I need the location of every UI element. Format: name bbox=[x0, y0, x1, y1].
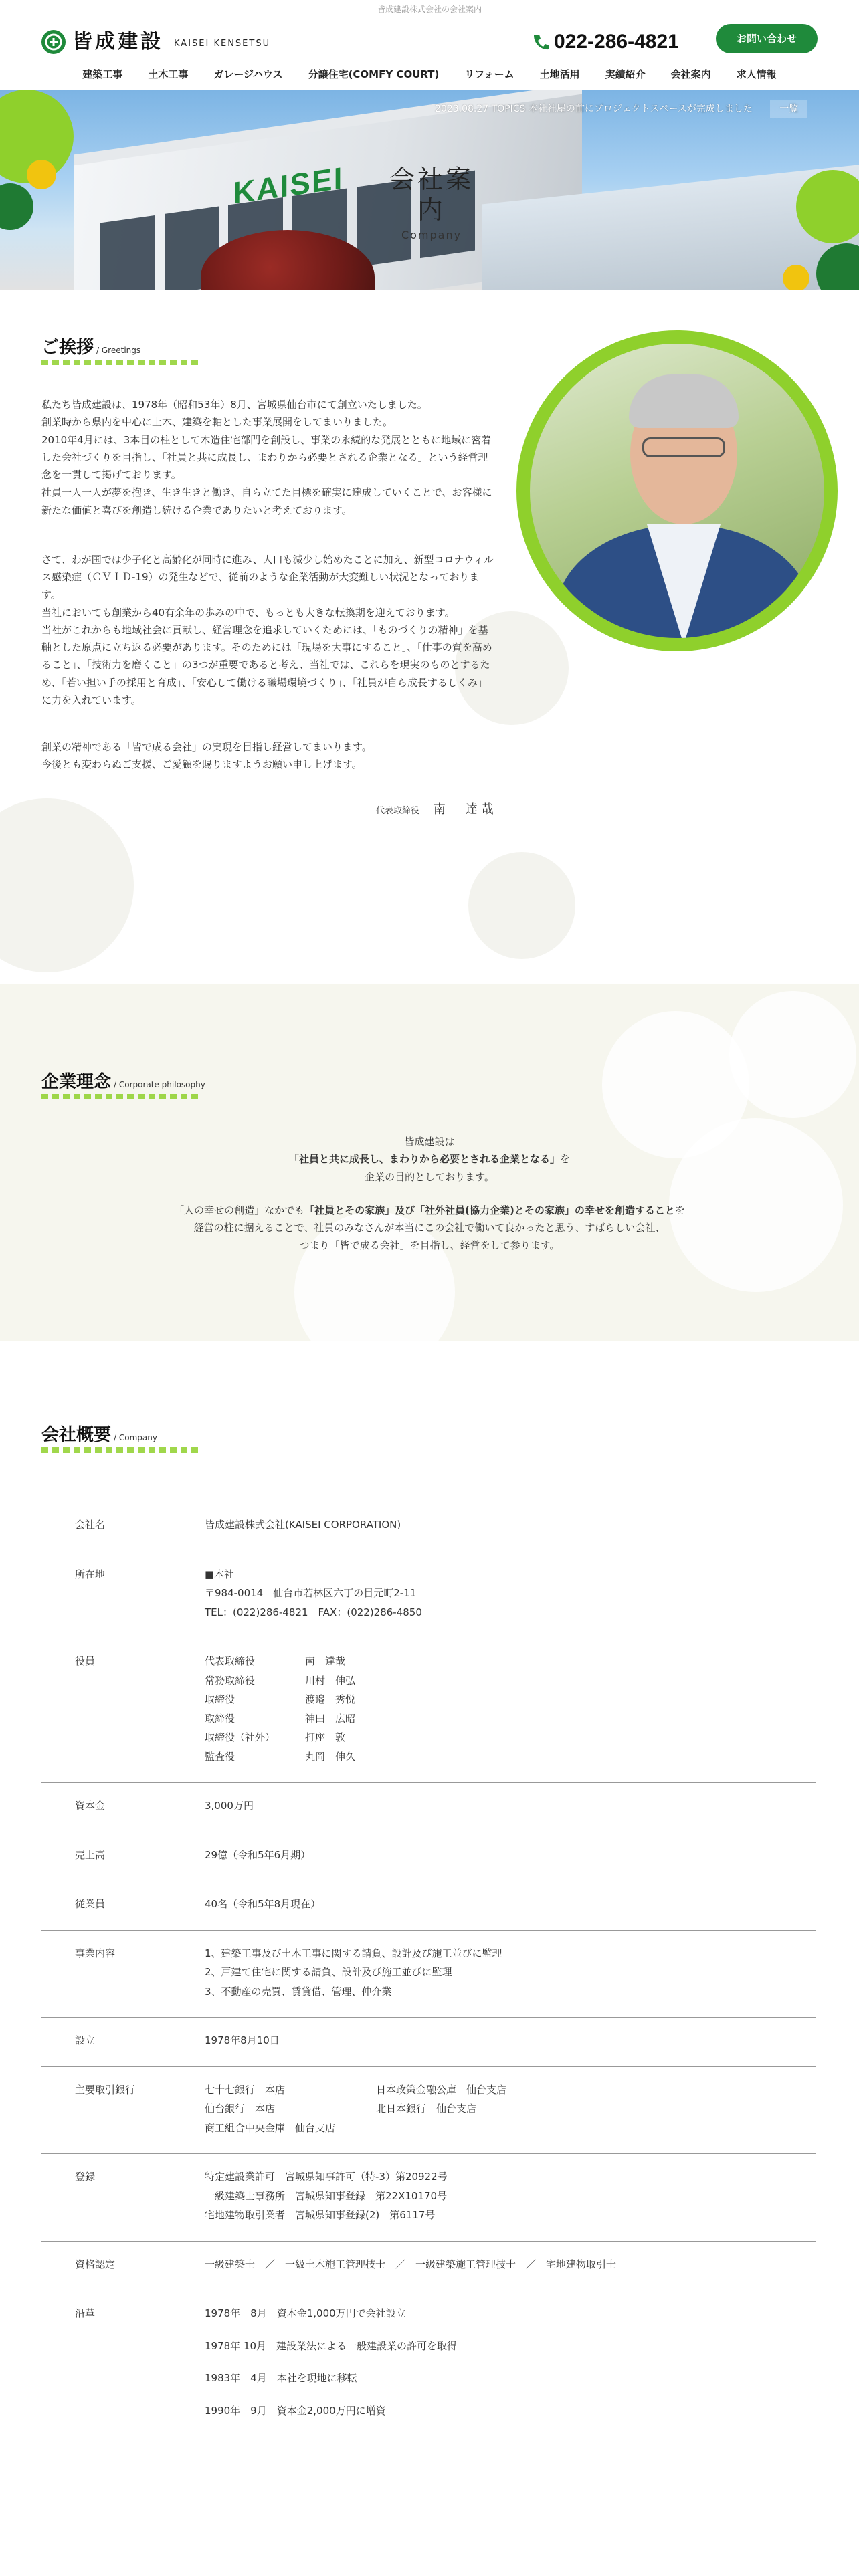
philosophy-mission-3: つまり「皆で成る会社」を目指し、経営をして参ります。 bbox=[299, 1239, 560, 1252]
decor-gear-icon bbox=[0, 798, 134, 972]
table-row bbox=[41, 1832, 816, 1882]
news-more-link[interactable]: 一覧 bbox=[770, 100, 807, 118]
signature-role: 代表取締役 bbox=[376, 806, 420, 816]
row-label: 設立 bbox=[75, 2034, 96, 2046]
registration-item: 特定建設業許可 宮城県知事許可（特-3）第20922号 bbox=[205, 2171, 448, 2183]
officer-name: 南 達哉 bbox=[305, 1655, 346, 1667]
bank-item: 商工組合中央金庫 仙台支店 bbox=[205, 2121, 336, 2134]
phone-number[interactable] bbox=[533, 23, 679, 61]
nav-item-works[interactable]: 実績紹介 bbox=[605, 68, 646, 80]
row-value: 3,000万円 bbox=[205, 1800, 254, 1812]
row-label: 会社名 bbox=[75, 1519, 106, 1531]
table-row bbox=[41, 2067, 816, 2155]
company-heading bbox=[41, 1419, 157, 1452]
nav-item-garage-house[interactable]: ガレージハウス bbox=[213, 68, 283, 80]
row-value: 40名（令和5年8月現在） bbox=[205, 1898, 321, 1910]
officer-role: 取締役（社外） bbox=[205, 1731, 276, 1743]
logo-mark-icon bbox=[41, 30, 66, 54]
top-tagline: 皆成建設株式会社の会社案内 bbox=[377, 5, 482, 14]
table-row bbox=[41, 2242, 816, 2291]
company-info-table bbox=[41, 1502, 816, 2436]
hero-banner bbox=[0, 90, 859, 290]
greetings-text bbox=[41, 396, 496, 803]
row-value: 29億（令和5年6月期） bbox=[205, 1848, 311, 1861]
history-item: 1978年 8月 資本金1,000万円で会社設立 bbox=[205, 2307, 406, 2319]
greetings-heading bbox=[41, 332, 140, 364]
row-label: 沿革 bbox=[75, 2307, 96, 2319]
greetings-heading-jp: ご挨拶 bbox=[41, 338, 94, 358]
company-heading-jp: 会社概要 bbox=[41, 1425, 112, 1445]
company-heading-en: / Company bbox=[114, 1433, 157, 1442]
table-row bbox=[41, 1638, 816, 1783]
greetings-section bbox=[0, 290, 859, 984]
business-item: 1、建築工事及び土木工事に関する請負、設計及び施工並びに監理 bbox=[205, 1947, 502, 1959]
history-item: 1990年 9月 資本金2,000万円に増資 bbox=[205, 2404, 386, 2417]
president-portrait bbox=[516, 330, 838, 651]
greetings-signature bbox=[376, 798, 498, 821]
address-head: ■本社 bbox=[205, 1568, 235, 1580]
table-row bbox=[41, 2290, 816, 2436]
gear-icon bbox=[783, 265, 809, 290]
page-title bbox=[378, 165, 485, 246]
officer-name: 川村 伸弘 bbox=[305, 1674, 356, 1687]
phone-number-text: 022-286-4821 bbox=[554, 31, 679, 53]
table-row bbox=[41, 2154, 816, 2242]
history-item: 1978年 10月 建設業法による一般建設業の許可を取得 bbox=[205, 2339, 458, 2352]
table-row bbox=[41, 1881, 816, 1931]
philosophy-mission-c: を bbox=[674, 1204, 685, 1216]
row-label: 売上高 bbox=[75, 1848, 106, 1861]
table-row bbox=[41, 1931, 816, 2018]
table-row bbox=[41, 1783, 816, 1832]
registration-item: 宅地建物取引業者 宮城県知事登録(2) 第6117号 bbox=[205, 2209, 436, 2221]
nav-item-comfy-court[interactable]: 分譲住宅(COMFY COURT) bbox=[308, 68, 440, 80]
gear-icon bbox=[0, 183, 33, 230]
heading-underline bbox=[41, 1447, 202, 1453]
philosophy-line-1: 皆成建設は bbox=[404, 1136, 455, 1148]
gear-icon bbox=[27, 160, 56, 189]
officer-role: 取締役 bbox=[205, 1712, 235, 1725]
bank-item: 日本政策金融公庫 仙台支店 bbox=[376, 2083, 507, 2096]
row-label: 従業員 bbox=[75, 1898, 106, 1910]
logo-text: 皆成建設 bbox=[72, 30, 163, 53]
officer-name: 打座 敦 bbox=[305, 1731, 346, 1743]
site-header bbox=[0, 19, 859, 59]
page-title-jp: 会社案内 bbox=[389, 165, 474, 225]
bank-item: 北日本銀行 仙台支店 bbox=[376, 2103, 477, 2115]
heading-underline bbox=[41, 1094, 202, 1099]
row-label: 事業内容 bbox=[75, 1947, 116, 1959]
registration-item: 一級建築士事務所 宮城県知事登録 第22X10170号 bbox=[205, 2189, 448, 2202]
decor-tree-icon bbox=[729, 991, 856, 1118]
philosophy-line-2: 「社員と共に成長し、まわりから必要とされる企業となる」 bbox=[288, 1153, 560, 1166]
officers-list bbox=[205, 1652, 816, 1766]
heading-underline bbox=[41, 360, 202, 365]
row-label: 主要取引銀行 bbox=[75, 2083, 136, 2096]
philosophy-text bbox=[0, 1133, 859, 1271]
greetings-paragraph-3: 創業の精神である「皆で成る会社」の実現を目指し経営してまいります。 今後とも変わらぬご支援、ご愛顧を賜りますようお願い申し上げます。 bbox=[41, 741, 372, 771]
officer-name: 丸岡 伸久 bbox=[305, 1750, 356, 1763]
nav-item-company[interactable]: 会社案内 bbox=[670, 68, 711, 80]
greetings-heading-en: / Greetings bbox=[96, 346, 141, 355]
row-label: 役員 bbox=[75, 1655, 96, 1667]
officer-name: 神田 広昭 bbox=[305, 1712, 356, 1725]
table-row bbox=[41, 2018, 816, 2067]
history-item: 1983年 4月 本社を現地に移転 bbox=[205, 2372, 357, 2384]
bank-item: 仙台銀行 本店 bbox=[205, 2103, 276, 2115]
address-zip: 〒984-0014 仙台市若林区六丁の目元町2-11 bbox=[205, 1587, 417, 1599]
business-item: 2、戸建て住宅に関する請負、設計及び施工並びに監理 bbox=[205, 1966, 452, 1978]
contact-button[interactable]: お問い合わせ bbox=[716, 24, 818, 53]
logo-subtitle: KAISEI KENSETSU bbox=[174, 39, 271, 49]
decor-gear-icon bbox=[468, 852, 575, 959]
greetings-paragraph-2: さて、わが国では少子化と高齢化が同時に進み、人口も減少し始めたことに加え、新型コロナウィルス感染症（ＣＶＩＤ-19）の発生などで、従前のような企業活動が大変難しい状況となっております。 当社においても創業から40有余年の歩みの中で、もっとも大きな転換期を迎えております。 当社がこれからも地域社会に貢献し、経営理念を追求していくためには、「ものづくりの精神」を基軸とした原点に立ち返る必要があります。そのためには「現場を大事にすること」、「仕事の質を高めること」、「技術力を磨くこと」の3つが重要であると考え、当社では、これらを現実のものとするため、「若い担い手の採用と育成」、「安心して働ける職場環境づくり」、「社員が自ら成長するしくみ」に力を入れています。 bbox=[41, 553, 494, 706]
address-tel[interactable]: TEL：(022)286-4821 FAX：(022)286-4850 bbox=[205, 1606, 422, 1618]
page-title-en: Company bbox=[401, 229, 462, 242]
philosophy-mission-a: 「人の幸せの創造」なかでも bbox=[174, 1204, 305, 1216]
banks-list bbox=[205, 2080, 816, 2138]
history-list bbox=[205, 2304, 816, 2420]
philosophy-line-2-suffix: を bbox=[560, 1153, 571, 1166]
company-section bbox=[0, 1341, 859, 2573]
nav-item-reform[interactable]: リフォーム bbox=[464, 68, 514, 80]
philosophy-heading bbox=[41, 1066, 205, 1099]
officer-name: 渡邉 秀悦 bbox=[305, 1693, 356, 1705]
main-nav bbox=[0, 59, 859, 90]
philosophy-heading-jp: 企業理念 bbox=[41, 1072, 112, 1092]
row-label: 所在地 bbox=[75, 1568, 106, 1580]
signature-name: 南 達哉 bbox=[433, 802, 498, 817]
row-label: 登録 bbox=[75, 2171, 96, 2183]
bank-item: 七十七銀行 本店 bbox=[205, 2083, 286, 2096]
officer-role: 常務取締役 bbox=[205, 1674, 256, 1687]
philosophy-line-3: 企業の目的としております。 bbox=[365, 1170, 494, 1183]
row-value bbox=[205, 2167, 816, 2225]
row-value bbox=[205, 1944, 816, 2002]
row-value bbox=[205, 1565, 816, 1622]
philosophy-heading-en: / Corporate philosophy bbox=[114, 1080, 205, 1089]
row-label: 資本金 bbox=[75, 1800, 106, 1812]
philosophy-mission-2: 経営の柱に据えることで、社員のみなさんが本当にこの会社で働いて良かったと思う、すばらしい会社、 bbox=[193, 1222, 666, 1234]
site-logo[interactable] bbox=[41, 23, 270, 61]
greetings-paragraph-1: 私たち皆成建設は、1978年（昭和53年）8月、宮城県仙台市にて創立いたしました。 創業時から県内を中心に土木、建築を軸とした事業展開をしてまいりました。 2010年4月には、3本目の柱として木造住宅部門を創設し、事業の永続的な発展とともに地域に密着した会社づくりを目指し、「社員と共に成長し、まわりから必要とされる企業となる」という経営理念を一貫して掲げております。 社員一人一人が夢を抱き、生き生きと働き、自ら立てた目標を確実に達成していくことで、お客様に新たな価値と喜びを創造し続ける企業でありたいと考えております。 bbox=[41, 399, 492, 516]
row-value: 皆成建設株式会社(KAISEI CORPORATION) bbox=[205, 1519, 401, 1531]
row-value: 1978年8月10日 bbox=[205, 2034, 280, 2046]
hero-brand-sign: KAISEI bbox=[233, 160, 344, 211]
row-label: 資格認定 bbox=[75, 2258, 116, 2270]
officer-role: 代表取締役 bbox=[205, 1655, 256, 1667]
nav-item-civil[interactable]: 土木工事 bbox=[148, 68, 189, 80]
philosophy-mission-b: 「社員とその家族」及び「社外社員(協力企業)とその家族」の幸せを創造すること bbox=[304, 1204, 675, 1216]
business-item: 3、不動産の売買、賃貸借、管理、仲介業 bbox=[205, 1985, 392, 1998]
officer-role: 取締役 bbox=[205, 1693, 235, 1705]
table-row bbox=[41, 1551, 816, 1639]
row-value: 一級建築士 ／ 一級土木施工管理技士 ／ 一級建築施工管理技士 ／ 宅地建物取引士 bbox=[205, 2258, 617, 2270]
nav-item-building[interactable]: 建築工事 bbox=[82, 68, 123, 80]
news-ticker-text: 2023.08.27 TOPICS 本社社屋の前にプロジェクトスペースが完成しました bbox=[435, 104, 753, 114]
nav-item-land-use[interactable]: 土地活用 bbox=[539, 68, 580, 80]
phone-icon bbox=[533, 33, 549, 51]
table-row bbox=[41, 1502, 816, 1551]
philosophy-section bbox=[0, 984, 859, 1341]
nav-item-recruit[interactable]: 求人情報 bbox=[736, 68, 777, 80]
officer-role: 監査役 bbox=[205, 1750, 235, 1763]
news-ticker[interactable] bbox=[435, 100, 807, 118]
